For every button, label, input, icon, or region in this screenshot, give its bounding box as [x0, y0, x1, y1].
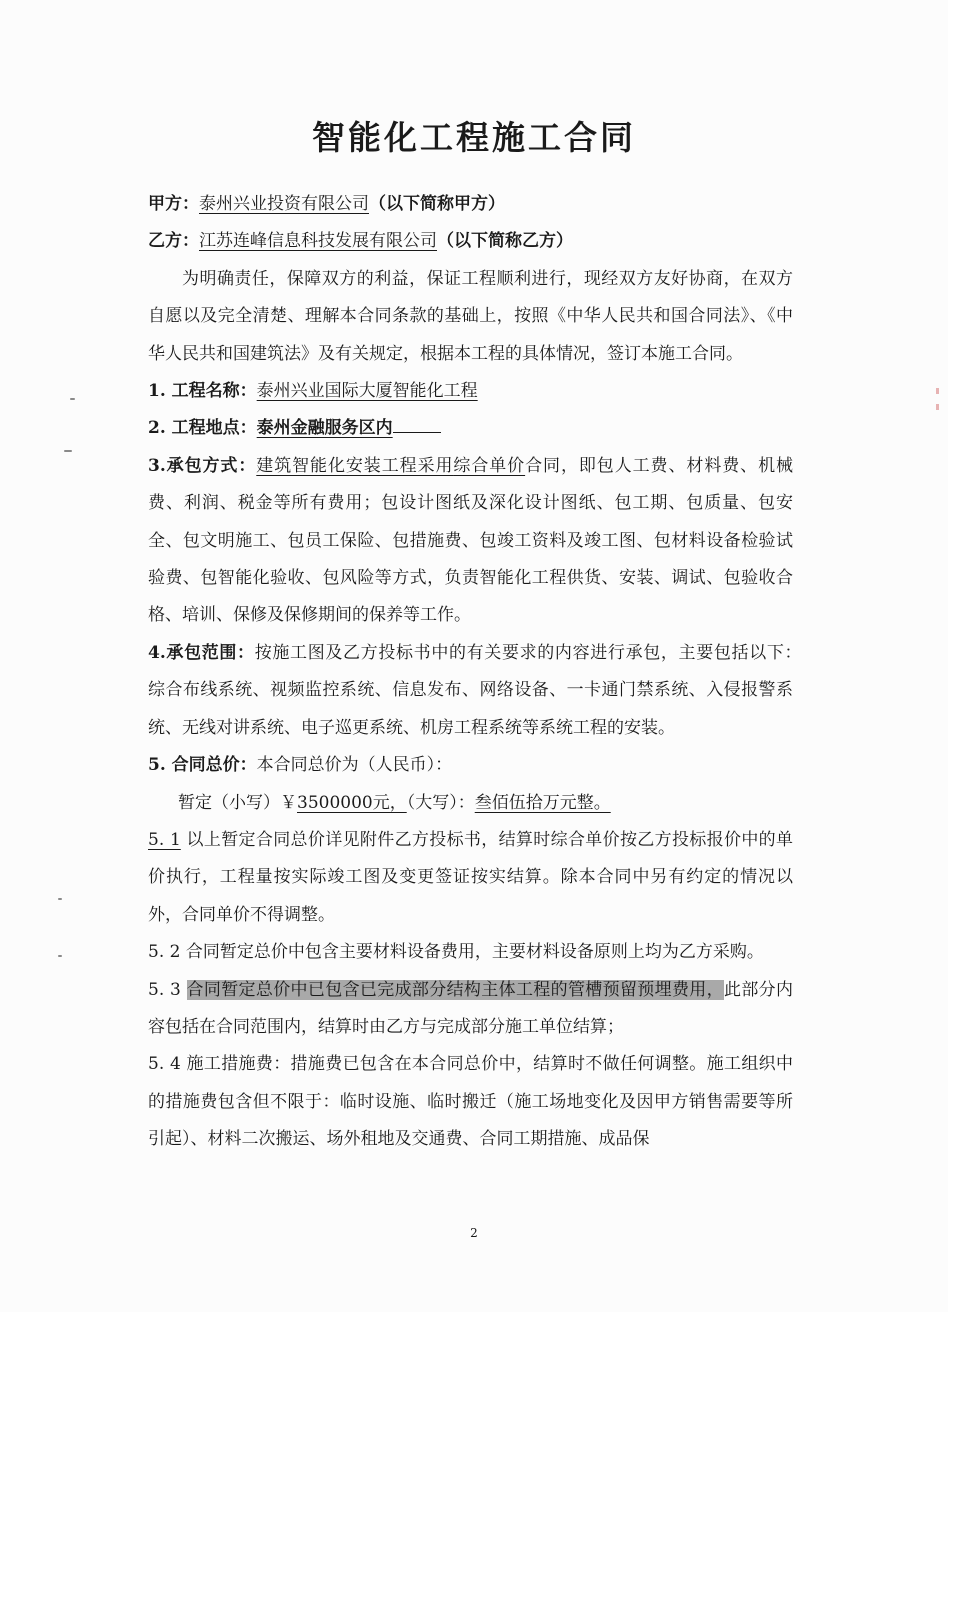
page-number: 2	[470, 1226, 478, 1240]
contract-scope-paragraph	[148, 635, 811, 747]
clause-5-2	[148, 934, 793, 971]
price-mid: （大写）：	[406, 792, 475, 813]
clause-5-3-highlight: 合同暂定总价中已包含已完成部分结构主体工程的管槽预留预埋费用，	[186, 979, 724, 1000]
project-location-line	[148, 410, 793, 447]
contract-scope-label: 4.承包范围：	[148, 642, 255, 663]
scan-speck	[58, 955, 62, 957]
party-b-suffix: （以下简称乙方）	[437, 231, 573, 252]
price-prefix: 暂定（小写）￥	[178, 792, 297, 813]
party-a-name: 泰州兴业投资有限公司	[199, 194, 369, 214]
party-b-name: 江苏连峰信息科技发展有限公司	[199, 231, 437, 252]
contract-scope-text: 按施工图及乙方投标书中的有关要求的内容进行承包，主要包括以下： 综合布线系统、视频监控系统、信息发布、网络设备、一卡通门禁系统、入侵报警系统、无线对讲系统、电子巡更系统、机房工程系统等系统工程的安装。	[148, 642, 811, 738]
party-a-label: 甲方：	[148, 194, 199, 214]
price-large: 叁佰伍拾万元整。	[474, 792, 611, 813]
project-location-value: 泰州金融服务区内	[256, 418, 393, 439]
contract-mode-part1: 建筑智能化安装工程采用	[256, 455, 454, 476]
project-name-label: 1. 工程名称：	[148, 381, 257, 402]
scan-speck	[70, 398, 75, 400]
project-location-label: 2. 工程地点：	[148, 418, 257, 439]
clause-5-4-num: 5. 4	[148, 1054, 181, 1075]
clause-5-4-text: 施工措施费：措施费已包含在本合同总价中，结算时不做任何调整。施工组织中的措施费包含但不限于：临时设施、临时搬迁（施工场地变化及因甲方销售需要等所引起）、材料二次搬运、场外租地及交通费、合同工期措施、成品保	[148, 1054, 793, 1150]
scan-speck	[58, 898, 62, 900]
scan-mark	[936, 404, 939, 410]
clause-5-3	[148, 972, 793, 1047]
clause-5-4	[148, 1046, 793, 1158]
price-small: 3500000元，	[297, 792, 407, 813]
contract-mode-part3: 合同，即包人工费、材料费、机械费、利润、税金等所有费用；包设计图纸及深化设计图纸、包工期、包质量、包安全、包文明施工、包员工保险、包措施费、包竣工资料及竣工图、包材料设备检验试验费、包智能化验收、包风险等方式，负责智能化工程供货、安装、调试、包验收合格、培训、保修及保修期间的保养等工作。	[148, 455, 794, 626]
page-title: 智能化工程施工合同	[312, 118, 636, 157]
clause-5-2-text: 合同暂定总价中包含主要材料设备费用，主要材料设备原则上均为乙方采购。	[185, 942, 764, 963]
underline-blank	[393, 418, 441, 433]
clause-5-1-text: 以上暂定合同总价详见附件乙方投标书，结算时综合单价按乙方投标报价中的单价执行，工程量按实际竣工图及变更签证按实结算。除本合同中另有约定的情况以外，合同单价不得调整。	[148, 829, 793, 925]
party-a-line	[148, 186, 793, 223]
party-b-line	[148, 223, 793, 260]
contract-body	[148, 186, 811, 1159]
clause-5-2-num: 5. 2	[148, 942, 181, 963]
scan-speck	[64, 450, 72, 452]
project-name-line	[148, 373, 793, 410]
party-a-suffix: （以下简称甲方）	[369, 194, 505, 214]
contract-mode-paragraph	[148, 448, 793, 635]
preamble-paragraph: 为明确责任，保障双方的利益，保证工程顺利进行，现经双方友好协商，在双方自愿以及完全清楚、理解本合同条款的基础上，按照《中华人民共和国合同法》、《中华人民共和国建筑法》及有关规定，根据本工程的具体情况，签订本施工合同。	[148, 268, 793, 364]
contract-mode-label: 3.承包方式：	[148, 455, 257, 476]
project-name-value: 泰州兴业国际大厦智能化工程	[256, 381, 478, 402]
contract-total-label: 5. 合同总价：	[148, 755, 257, 776]
clause-5-3-num: 5. 3	[148, 979, 181, 1000]
contract-total-line	[148, 747, 793, 784]
clause-5-1	[148, 822, 793, 934]
party-b-label: 乙方：	[148, 231, 199, 252]
contract-mode-part2: 综合单价	[453, 455, 526, 476]
clause-5-1-num: 5. 1	[148, 829, 181, 850]
contract-total-text: 本合同总价为（人民币）：	[256, 755, 453, 776]
scan-mark	[936, 388, 939, 394]
contract-price-line	[148, 785, 793, 822]
clause-5-3-text: 此部分内容包括在合同范围内，结算时由乙方与完成部分施工单位结算；	[148, 979, 793, 1037]
